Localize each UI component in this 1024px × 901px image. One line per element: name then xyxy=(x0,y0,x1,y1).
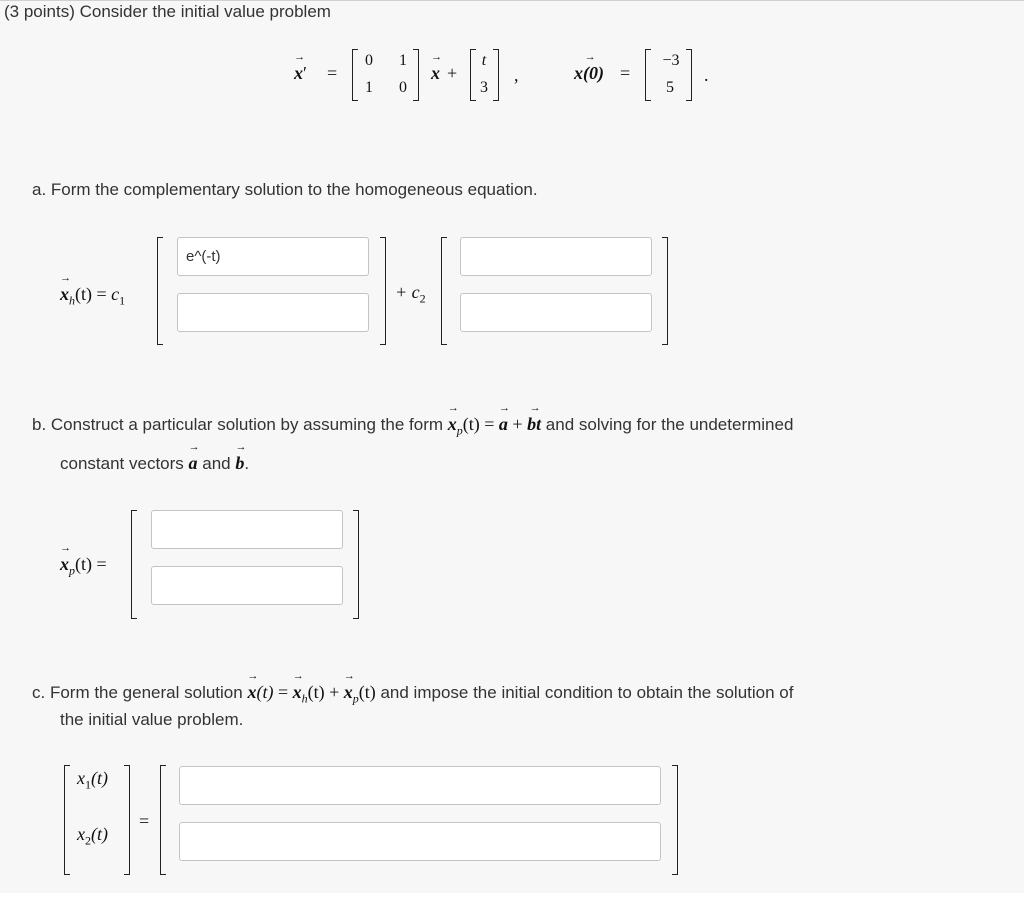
ivp-x-vector: → x xyxy=(431,63,440,84)
part-c-prompt-line2: the initial value problem. xyxy=(60,710,244,729)
a-vec1-bottom-input[interactable] xyxy=(177,293,369,332)
forcing-right-bracket xyxy=(493,49,499,101)
x1-label: $x_1(t)$ xyxy=(77,768,108,792)
b-bottom-input[interactable] xyxy=(151,566,343,605)
c-rhs-right-bracket xyxy=(672,765,678,875)
matrix-a11: 0 xyxy=(365,52,373,69)
part-b-prompt-line2: constant vectors → a and → b. xyxy=(60,453,249,474)
part-b-prompt: b. Construct a particular solution by assuming the form → $x_p(t)$ = → a + → bt and solving for the undetermined xyxy=(32,414,793,439)
c-lhs-right-bracket xyxy=(124,765,130,875)
a-vec2-left-bracket xyxy=(441,237,447,345)
forcing-top: t xyxy=(481,52,487,69)
forcing-bottom: 3 xyxy=(480,79,488,96)
matrix-a21: 1 xyxy=(365,79,373,96)
ic-equals: = xyxy=(620,63,631,83)
ivp-equals: = xyxy=(327,63,338,83)
b-left-bracket xyxy=(131,510,137,619)
c-bottom-input[interactable] xyxy=(179,822,661,861)
x2-label: $x_2(t)$ xyxy=(77,824,108,848)
matrix-a22: 0 xyxy=(399,79,407,96)
ic-left-bracket xyxy=(645,49,651,101)
c-lhs-left-bracket xyxy=(64,765,70,875)
ivp-plus: + xyxy=(447,63,458,83)
a-vec1-left-bracket xyxy=(157,237,163,345)
a-vec1-top-input[interactable] xyxy=(177,237,369,276)
ic-lhs: → x(0) xyxy=(574,63,604,84)
bottom-strip xyxy=(0,893,1024,901)
a-vec2-right-bracket xyxy=(662,237,668,345)
b-top-input[interactable] xyxy=(151,510,343,549)
a-vec2-bottom-input[interactable] xyxy=(460,293,652,332)
ic-period: . xyxy=(704,65,709,85)
c-equals: = xyxy=(139,811,150,831)
ic-bottom: 5 xyxy=(666,79,674,96)
xh-lhs: → $x_h(t) = c_1$ xyxy=(60,284,125,309)
part-c-prompt: c. Form the general solution → x(t) = → $x_h(t)$ + → $x_p(t)$ and impose the initial condition to obtain the solution of xyxy=(32,682,793,707)
ic-top: −3 xyxy=(662,52,680,69)
ic-right-bracket xyxy=(686,49,692,101)
matrix-a12: 1 xyxy=(399,52,407,69)
ivp-lhs: → x′ xyxy=(294,63,307,84)
b-right-bracket xyxy=(353,510,359,619)
a-vec1-right-bracket xyxy=(380,237,386,345)
matrix-right-bracket xyxy=(413,49,419,101)
ivp-comma: , xyxy=(514,65,519,85)
matrix-left-bracket xyxy=(352,49,358,101)
a-vec2-top-input[interactable] xyxy=(460,237,652,276)
c-top-input[interactable] xyxy=(179,766,661,805)
plus-c2: + $c_2$ xyxy=(395,282,426,306)
part-a-prompt: a. Form the complementary solution to the homogeneous equation. xyxy=(32,180,538,199)
xp-lhs: → $x_p(t)$ = xyxy=(60,554,107,579)
problem-title: (3 points) Consider the initial value problem xyxy=(4,2,331,21)
c-rhs-left-bracket xyxy=(160,765,166,875)
